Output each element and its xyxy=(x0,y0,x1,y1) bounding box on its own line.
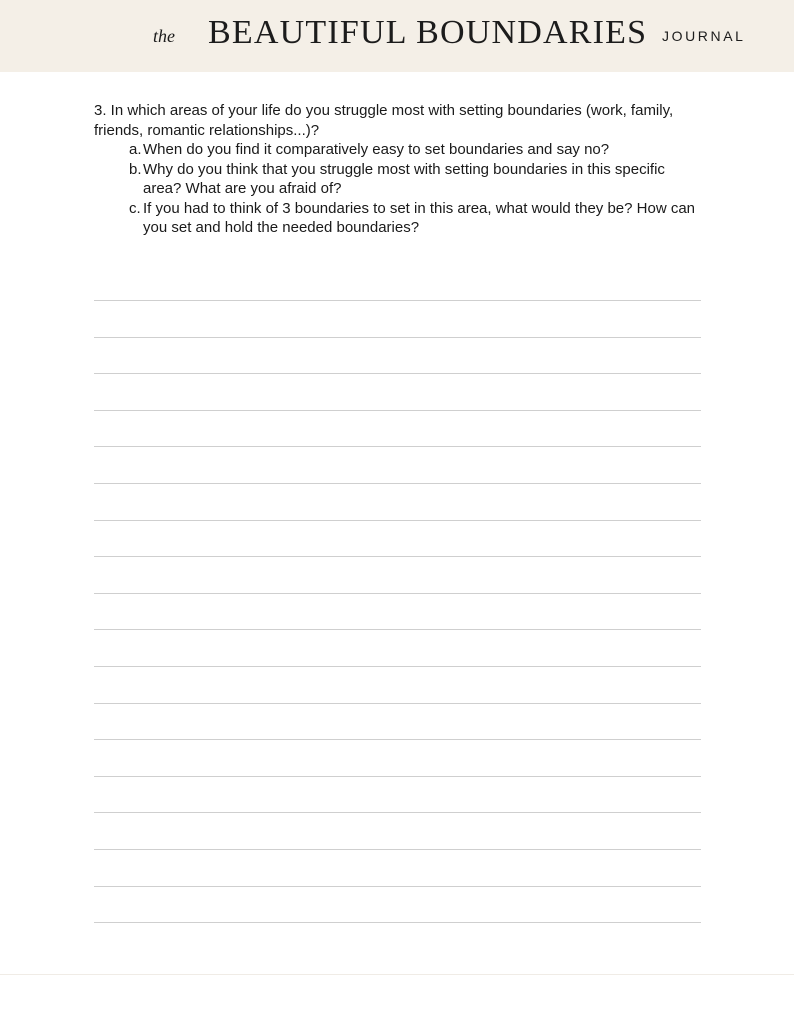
writing-line xyxy=(94,300,701,301)
prompt-question xyxy=(94,101,704,238)
header-prefix: the xyxy=(153,26,175,46)
sub-question-marker: c. xyxy=(129,199,141,217)
writing-line xyxy=(94,410,701,411)
writing-line xyxy=(94,556,701,557)
writing-line xyxy=(94,483,701,484)
sub-question-text: Why do you think that you struggle most with setting boundaries in this specific area? What are you afraid of? xyxy=(143,160,665,197)
writing-line xyxy=(94,629,701,630)
sub-question-marker: a. xyxy=(129,141,142,158)
journal-title: BEAUTIFUL BOUNDARIES xyxy=(208,14,648,51)
writing-line xyxy=(94,849,701,850)
sub-question-text: When do you find it comparatively easy to set boundaries and say no? xyxy=(143,141,610,158)
sub-question-text: If you had to think of 3 boundaries to set in this area, what would they be? How can you set and hold the needed boundaries? xyxy=(143,199,696,236)
question-text: 3. In which areas of your life do you struggle most with setting boundaries (work, family, friends, romantic relationships...)? xyxy=(94,102,674,139)
writing-line xyxy=(94,520,701,521)
sub-question-c xyxy=(94,199,704,238)
writing-line xyxy=(94,373,701,374)
writing-line xyxy=(94,703,701,704)
writing-line xyxy=(94,739,701,740)
page-header xyxy=(0,0,794,72)
writing-line xyxy=(94,886,701,887)
sub-question-b xyxy=(94,160,704,199)
writing-line xyxy=(94,666,701,667)
writing-line xyxy=(94,776,701,777)
header-suffix: JOURNAL xyxy=(662,28,746,44)
footer-divider xyxy=(0,974,794,975)
writing-line xyxy=(94,812,701,813)
writing-line xyxy=(94,922,701,923)
sub-question-marker: b. xyxy=(129,160,142,178)
sub-question-a xyxy=(94,140,704,160)
writing-line xyxy=(94,337,701,338)
sub-question-list xyxy=(94,140,704,238)
writing-line xyxy=(94,593,701,594)
writing-line xyxy=(94,446,701,447)
writing-area[interactable] xyxy=(94,300,701,924)
